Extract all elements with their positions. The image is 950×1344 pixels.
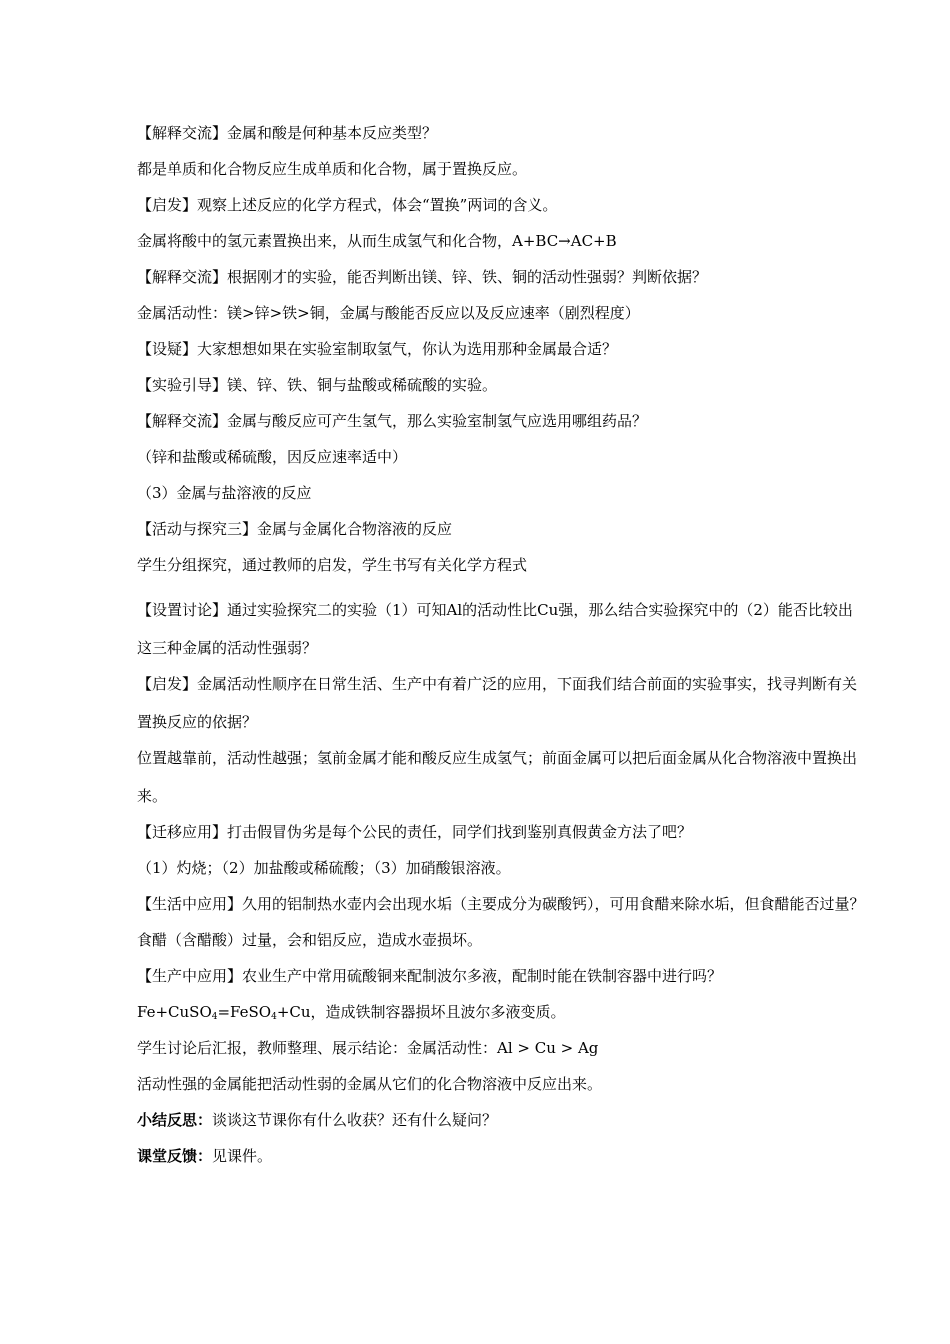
- paragraph-life-application: 【生活中应用】久用的铝制热水壶内会出现水垢（主要成分为碳酸钙），可用食醋来除水垢，但食醋能否过量？: [137, 895, 865, 913]
- paragraph-zinc-answer: （锌和盐酸或稀硫酸，因反应速率适中）: [137, 448, 408, 466]
- feedback-label: 课堂反馈：: [137, 1147, 213, 1165]
- paragraph-explain-exchange-3: 【解释交流】金属与酸反应可产生氢气，那么实验室制氢气应选用哪组药品？: [137, 412, 648, 430]
- paragraph-activity-3: 【活动与探究三】金属与金属化合物溶液的反应: [137, 520, 453, 538]
- paragraph-transfer-application: 【迁移应用】打击假冒伪劣是每个公民的责任，同学们找到鉴别真假黄金方法了吧？: [137, 823, 693, 841]
- equation-part-a: Fe+CuSO: [137, 1003, 212, 1021]
- equation-part-c: +Cu，造成铁制容器损坏且波尔多液变质。: [276, 1003, 566, 1021]
- feedback-text: 见课件。: [212, 1147, 273, 1165]
- paragraph-group-inquiry: 学生分组探究，通过教师的启发，学生书写有关化学方程式: [137, 556, 528, 574]
- paragraph-discussion: 【设置讨论】通过实验探究二的实验（1）可知Al的活动性比Cu强，那么结合实验探究中的（2）能否比较出这三种金属的活动性强弱？: [137, 601, 853, 657]
- equation-subscript-2: 4: [271, 1012, 277, 1022]
- paragraph-question: 【设疑】大家想想如果在实验室制取氢气，你认为选用那种金属最合适？: [137, 340, 618, 358]
- document-body: [137, 123, 867, 1182]
- paragraph-explain-exchange-2: 【解释交流】根据刚才的实验，能否判断出镁、锌、铁、铜的活动性强弱？判断依据？: [137, 268, 708, 286]
- summary-text: 谈谈这节课你有什么收获？还有什么疑问？: [212, 1111, 498, 1129]
- paragraph-explain-exchange-1: 【解释交流】金属和酸是何种基本反应类型？: [137, 124, 438, 142]
- paragraph-section-3: （3）金属与盐溶液的反应: [137, 484, 312, 502]
- summary-label: 小结反思：: [137, 1111, 213, 1129]
- paragraph-production-application: 【生产中应用】农业生产中常用硫酸铜来配制波尔多液，配制时能在铁制容器中进行吗？: [137, 967, 723, 985]
- paragraph-activity-order: 金属活动性：镁>锌>铁>铜，金属与酸能否反应以及反应速率（剧烈程度）: [137, 304, 640, 322]
- paragraph-answer-displacement: 都是单质和化合物反应生成单质和化合物，属于置换反应。: [137, 160, 528, 178]
- equation-part-b: =FeSO: [217, 1003, 272, 1021]
- paragraph-class-feedback: [137, 1146, 867, 1166]
- paragraph-rules: 位置越靠前，活动性越强；氢前金属才能和酸反应生成氢气；前面金属可以把后面金属从化合物溶液中置换出来。: [137, 749, 858, 805]
- paragraph-rule-summary: 活动性强的金属能把活动性弱的金属从它们的化合物溶液中反应出来。: [137, 1075, 603, 1093]
- paragraph-inspire-1: 【启发】观察上述反应的化学方程式，体会“置换”两词的含义。: [137, 196, 558, 214]
- paragraph-experiment-guide: 【实验引导】镁、锌、铁、铜与盐酸或稀硫酸的实验。: [137, 376, 498, 394]
- paragraph-vinegar-answer: 食醋（含醋酸）过量，会和铝反应，造成水壶损坏。: [137, 931, 483, 949]
- paragraph-equation-fe-cuso4: [137, 1002, 867, 1022]
- paragraph-conclusion: 学生讨论后汇报，教师整理、展示结论：金属活动性：Al > Cu > Ag: [137, 1039, 599, 1057]
- paragraph-methods: （1）灼烧；（2）加盐酸或稀硫酸；（3）加硝酸银溶液。: [137, 859, 511, 877]
- equation-subscript-1: 4: [211, 1012, 218, 1022]
- paragraph-summary-reflection: [137, 1110, 867, 1130]
- paragraph-inspire-2: 【启发】金属活动性顺序在日常生活、生产中有着广泛的应用，下面我们结合前面的实验事实，找寻判断有关置换反应的依据？: [137, 675, 858, 731]
- paragraph-general-equation: 金属将酸中的氢元素置换出来，从而生成氢气和化合物，A+BC→AC+B: [137, 232, 617, 250]
